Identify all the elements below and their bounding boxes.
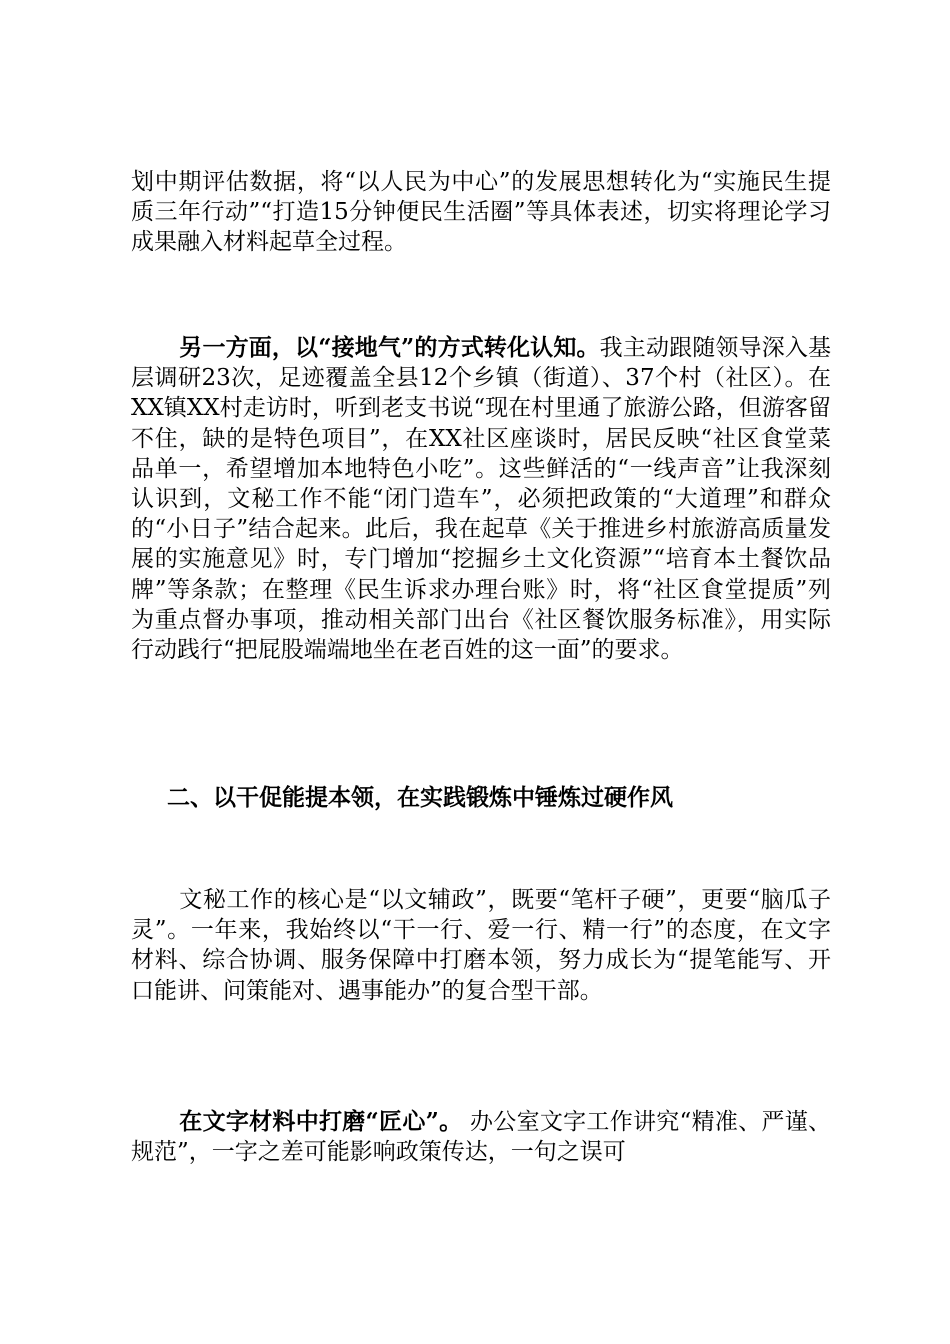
paragraph-writing: [131, 1107, 831, 1167]
paragraph-text: 划中期评估数据，将“以人民为中心”的发展思想转化为“实施民生提质三年行动”“打造15分钟便民生活圈”等具体表述，切实将理论学习成果融入材料起草全过程。: [131, 169, 831, 256]
paragraph-grassroots: [131, 333, 831, 665]
paragraph-lead: 在文字材料中打磨“匠心”。: [179, 1108, 463, 1135]
paragraph-text: 我主动跟随领导深入基层调研23次，足迹覆盖全县12个乡镇（街道）、37个村（社区）。在XX镇XX村走访时，听到老支书说“现在村里通了旅游公路，但游客留不住，缺的是特色项目”，在XX社区座谈时，居民反映“社区食堂菜品单一，希望增加本地特色小吃”。这些鲜活的“一线声音”让我深刻认识到，文秘工作不能“闭门造车”，必须把政策的“大道理”和群众的“小日子”结合起来。此后，我在起草《关于推进乡村旅游高质量发展的实施意见》时，专门增加“挖掘乡土文化资源”“培育本土餐饮品牌”等条款；在整理《民生诉求办理台账》时，将“社区食堂提质”列为重点督办事项，推动相关部门出台《社区餐饮服务标准》，用实际行动践行“把屁股端端地坐在老百姓的这一面”的要求。: [131, 335, 832, 664]
section-heading: 二、以干促能提本领，在实践锻炼中锤炼过硬作风: [167, 784, 673, 811]
paragraph-text: 文秘工作的核心是“以文辅政”，既要“笔杆子硬”，更要“脑瓜子灵”。一年来，我始终以“干一行、爱一行、精一行”的态度，在文字材料、综合协调、服务保障中打磨本领，努力成长为“提笔能写、开口能讲、问策能对、遇事能办”的复合型干部。: [131, 887, 831, 1004]
paragraph-text: 办公室文字工作讲究“精准、严谨、规范”，一字之差可能影响政策传达，一句之误可: [131, 1109, 831, 1166]
paragraph-section-intro: [131, 885, 831, 1006]
paragraph-lead: 另一方面，以“接地气”的方式转化认知。: [179, 334, 600, 361]
paragraph-continuation: [131, 167, 831, 258]
